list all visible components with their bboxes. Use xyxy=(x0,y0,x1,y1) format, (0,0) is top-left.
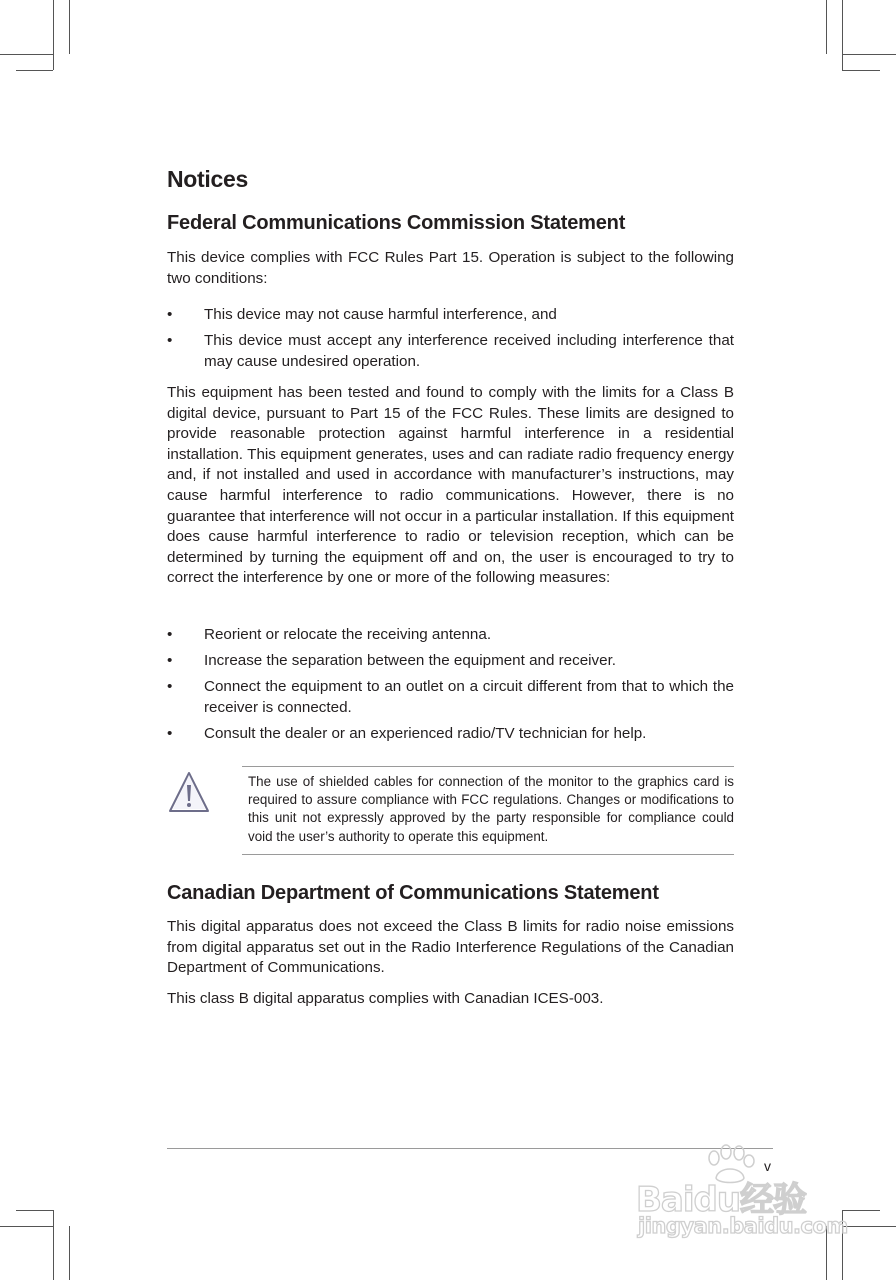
list-item: • This device must accept any interference received including interference that may cause undesired operation. xyxy=(167,332,734,370)
crop-mark xyxy=(842,1226,896,1227)
list-item: • Connect the equipment to an outlet on a circuit different from that to which the receiver is connected. xyxy=(167,678,734,716)
canada-heading: Canadian Department of Communications Statement xyxy=(167,882,659,904)
crop-mark xyxy=(842,0,843,70)
crop-mark xyxy=(842,54,896,55)
list-item: • Reorient or relocate the receiving antenna. xyxy=(167,626,492,643)
crop-mark xyxy=(0,54,53,55)
crop-mark xyxy=(16,70,53,71)
fcc-conditions-list xyxy=(167,305,734,378)
list-item: • Increase the separation between the equipment and receiver. xyxy=(167,652,617,670)
crop-mark xyxy=(826,0,827,54)
watermark-url: jingyan.baidu.com xyxy=(638,1214,848,1238)
crop-mark xyxy=(69,0,70,54)
fcc-heading: Federal Communications Commission Statement xyxy=(167,212,626,234)
page-number: v xyxy=(764,1158,771,1174)
crop-mark xyxy=(0,1226,53,1227)
fcc-body: This equipment has been tested and found to comply with the limits for a Class B digital device, pursuant to Part 15 of the FCC Rules. These limits are designed to provide reasonable protection against harmful interference in a residential installation. This equipment generates, uses and can radiate radio frequency energy and, if not installed and used in accordance with manufacturer’s instructions, may cause harmful interference to radio communications. However, there is no guarantee that interference will not occur in a particular installation. If this equipment does cause harmful interference to radio or television reception, which can be determined by turning the equipment off and on, the user is encouraged to try to correct the interference by one or more of the following measures: xyxy=(167,384,734,587)
watermark-brand: Baidu经验 xyxy=(636,1180,807,1220)
fcc-measures-list xyxy=(167,625,734,750)
canada-paragraph-2: This class B digital apparatus complies with Canadian ICES-003. xyxy=(167,990,604,1007)
crop-mark xyxy=(16,1210,53,1211)
list-item: • Consult the dealer or an experienced radio/TV technician for help. xyxy=(167,724,647,742)
baidu-watermark xyxy=(636,1144,846,1244)
crop-mark xyxy=(842,70,880,71)
crop-mark xyxy=(69,1226,70,1280)
list-item: • This device may not cause harmful interference, and xyxy=(167,306,557,323)
note-box xyxy=(242,766,734,855)
crop-mark xyxy=(53,0,54,70)
warning-triangle-icon xyxy=(168,770,210,814)
crop-mark xyxy=(842,1210,880,1211)
canada-paragraph-1: This digital apparatus does not exceed the Class B limits for radio noise emissions from digital apparatus set out in the Radio Interference Regulations of the Canadian Department of Communications. xyxy=(167,918,734,977)
note-text: The use of shielded cables for connection of the monitor to the graphics card is required to assure compliance with FCC regulations. Changes or modifications to this unit not expressly approved by the party responsible for compliance could void the user’s authority to operate this equipment. xyxy=(248,774,734,844)
page-title: Notices xyxy=(167,166,248,192)
fcc-intro: This device complies with FCC Rules Part 15. Operation is subject to the following two conditions: xyxy=(167,249,734,287)
crop-mark xyxy=(53,1210,54,1280)
